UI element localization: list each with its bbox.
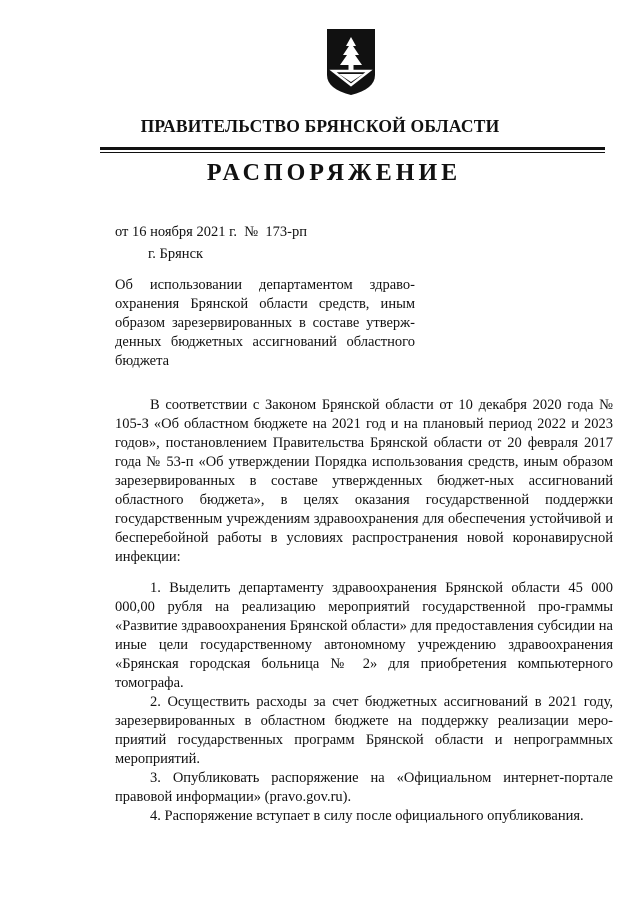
document-type-title: РАСПОРЯЖЕНИЕ bbox=[206, 160, 462, 186]
document-subject: Об использовании департаментом здраво-охранения Брянской области средств, иным образом зарезервированных в составе утверж-денных бюджетных ассигнований областного бюджета bbox=[115, 277, 415, 369]
document-meta bbox=[115, 221, 307, 265]
item-paragraph: 1. Выделить департаменту здравоохранения Брянской области 45 000 000,00 рубля на реализацию мероприятий государственной про-граммы «Развитие здравоохранения Брянской области» для предоставления субсидии на иные цели государственному автономному учреждению здравоохранения «Брянская городская больница № 2» для приобретения компьютерного томографа. bbox=[115, 580, 613, 691]
header-divider-thick bbox=[100, 147, 605, 150]
item-paragraph: 3. Опубликовать распоряжение на «Официальном интернет-портале правовой информации» (pravo.gov.ru). bbox=[115, 770, 613, 805]
bryansk-coat-of-arms-icon bbox=[325, 27, 377, 97]
header-divider-thin bbox=[100, 152, 605, 153]
item-paragraph: 4. Распоряжение вступает в силу после официального опубликования. bbox=[150, 808, 584, 824]
organization-title: ПРАВИТЕЛЬСТВО БРЯНСКОЙ ОБЛАСТИ bbox=[140, 116, 500, 136]
city: г. Брянск bbox=[148, 246, 204, 262]
date-number: от 16 ноября 2021 г. № 173-рп bbox=[115, 224, 307, 240]
document-body bbox=[115, 396, 613, 826]
item-paragraph: 2. Осуществить расходы за счет бюджетных ассигнований в 2021 году, зарезервированных в областном бюджете на поддержку реализации меро-приятий государственных программ Брянской области и непрограммных мероприятий. bbox=[115, 694, 613, 767]
preamble-paragraph: В соответствии с Законом Брянской области от 10 декабря 2020 года № 105-З «Об областном бюджете на 2021 год и на плановый период 2022 и 2023 годов», постановлением Правительства Брянской области от 20 февраля 2017 года № 53-п «Об утверждении Порядка использования средств, иным образом зарезервированных в составе утвержденных бюджет-ных ассигнований областного бюджета», в целях оказания государственной поддержки государственным учреждениям здравоохранения для обеспечения устойчивой и бесперебойной работы в условиях распространения новой коронавирусной инфекции: bbox=[115, 397, 613, 565]
